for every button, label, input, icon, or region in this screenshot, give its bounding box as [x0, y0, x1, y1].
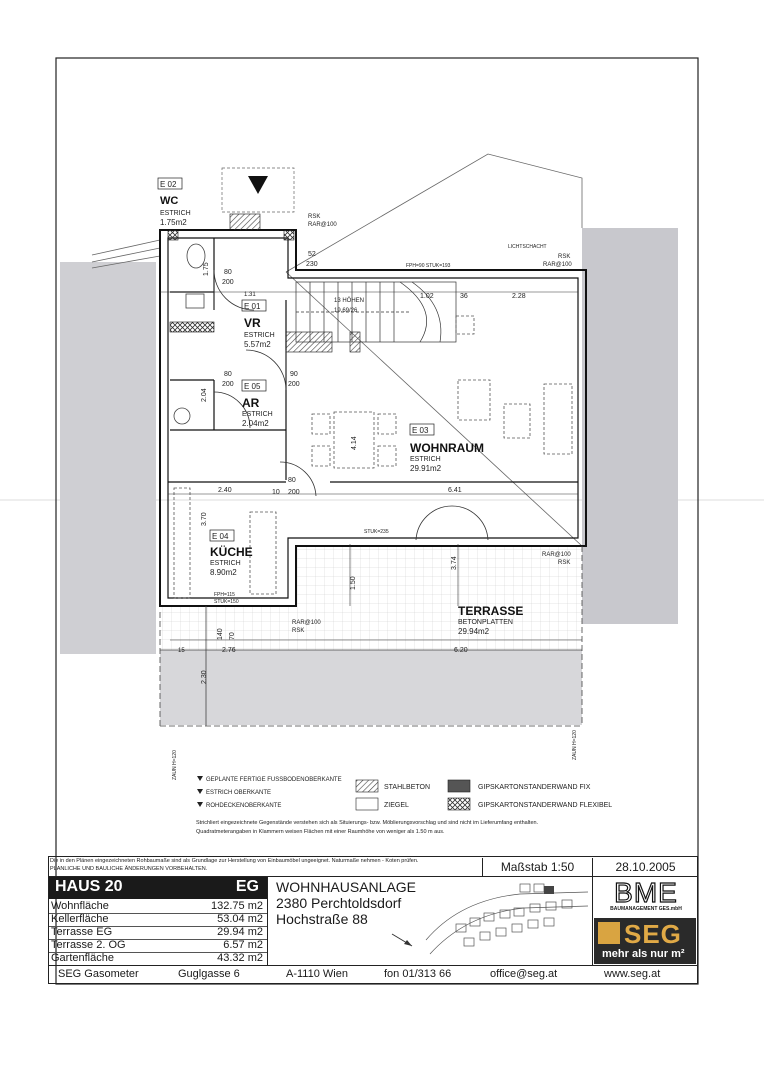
project-line-1: WOHNHAUSANLAGE — [276, 879, 417, 895]
footer-phone[interactable]: fon 01/313 66 — [384, 968, 452, 980]
room-area-kueche: 8.90m2 — [210, 568, 237, 577]
label-stuk-bottom: STUK=150 — [214, 599, 239, 605]
scale: Maßstab 1:50 — [482, 858, 592, 876]
footer-seg-gasometer: SEG Gasometer — [58, 968, 139, 980]
house-number: HAUS 20 — [55, 878, 123, 895]
area-label: Terrasse 2. OG — [51, 939, 126, 951]
dim-200b: 200 — [222, 381, 234, 388]
room-name-terrasse: TERRASSE — [458, 604, 524, 618]
dim-2-40: 2.40 — [218, 487, 232, 494]
area-label: Wohnfläche — [51, 900, 109, 912]
label-stair-info: 13 HÖHEN — [334, 298, 365, 304]
area-value: 132.75 m2 — [211, 900, 263, 912]
disclaimer-line-2: PLANLICHE UND BAULICHE ÄNDERUNGEN VORBEHALTEN. — [50, 866, 208, 872]
dim-3-70: 3.70 — [201, 512, 208, 526]
label-rsk-bottom: RSK — [292, 628, 305, 634]
legend-line-2: ESTRICH OBERKANTE — [206, 790, 272, 796]
label-fph-stuk: FPH=90 STUK=193 — [406, 263, 451, 269]
dim-200c: 200 — [288, 381, 300, 388]
legend-note-1: Strichliert eingezeichnete Gegenstände verstehen sich als Situierungs- bzw. Möblierungsvorschlag und sind nicht im Lieferumfang enthalten. — [196, 820, 539, 826]
level-marker-icon — [197, 802, 203, 807]
dim-2-28: 2.28 — [512, 293, 526, 300]
dim-1-31: 1.31 — [244, 292, 256, 298]
area-value: 53.04 m2 — [217, 913, 263, 925]
north-arrow-icon — [390, 930, 416, 950]
garden-area — [160, 650, 582, 725]
room-floor-wc: ESTRICH — [160, 210, 191, 217]
footer-address: Guglgasse 6 — [178, 968, 240, 980]
house-banner — [49, 877, 267, 899]
label-stuk-235: STUK=235 — [364, 529, 389, 535]
footer-city: A-1110 Wien — [286, 968, 348, 980]
neighbour-area-left — [60, 262, 156, 654]
room-area-vr: 5.57m2 — [244, 340, 271, 349]
label-zaun-right: ZAUN H=120 — [572, 730, 578, 760]
column — [284, 230, 294, 240]
label-rsk-right-bottom: RSK — [558, 560, 571, 566]
swatch-gips-flex — [448, 798, 470, 810]
label-rar-right: RAR@100 — [543, 262, 572, 268]
house-level: EG — [235, 878, 259, 895]
label-lichtschacht: LICHTSCHACHT — [508, 244, 547, 250]
label-rar-top: RAR@100 — [308, 222, 337, 228]
column-2 — [168, 230, 178, 240]
area-row-terrasse-2og — [49, 939, 267, 953]
room-name-wc: WC — [160, 195, 179, 207]
swatch-gips-fix — [448, 780, 470, 792]
label-rsk-right: RSK — [558, 254, 571, 260]
room-code-vr: E 01 — [244, 302, 261, 311]
dim-80b: 80 — [224, 371, 232, 378]
room-floor-ar: ESTRICH — [242, 411, 273, 418]
seg-logo-text: SEG — [624, 919, 682, 949]
dim-1-75: 1.75 — [203, 262, 210, 276]
area-row-gartenflaeche — [49, 952, 267, 966]
footer-email[interactable]: office@seg.at — [490, 968, 558, 980]
room-code-wc: E 02 — [160, 180, 177, 189]
terrace-paving-left — [160, 606, 296, 650]
dim-80a: 80 — [224, 269, 232, 276]
dim-6-41: 6.41 — [448, 487, 462, 494]
dim-200a: 200 — [222, 279, 234, 286]
area-label: Terrasse EG — [51, 926, 113, 938]
label-rsk-top: RSK — [308, 214, 321, 220]
legend — [196, 776, 612, 835]
area-value: 43.32 m2 — [217, 952, 263, 964]
room-area-wohnraum: 29.91m2 — [410, 464, 442, 473]
label-rar-bottom: RAR@100 — [292, 620, 321, 626]
dim-15: 15 — [178, 648, 185, 654]
disclaimer-line-1: Die in den Plänen eingezeichneten Rohbaumaße sind als Grundlage zur Herstellung von Einbaumöbel ungeeignet. Naturmaße nehmen - Koten prüfen. — [50, 858, 419, 864]
dim-6-20: 6.20 — [454, 647, 468, 654]
room-name-ar: AR — [242, 396, 260, 410]
site-plan-thumbnail — [420, 880, 590, 964]
dim-2-30: 2.30 — [201, 670, 208, 684]
room-floor-wohnraum: ESTRICH — [410, 456, 441, 463]
room-floor-vr: ESTRICH — [244, 332, 275, 339]
dim-90: 90 — [290, 371, 298, 378]
neighbour-area-right — [582, 228, 678, 624]
project-line-2: 2380 Perchtoldsdorf — [276, 895, 402, 911]
dim-140: 140 — [217, 628, 224, 640]
label-rar-right-bottom: RAR@100 — [542, 552, 571, 558]
swatch-ziegel — [356, 798, 378, 810]
dim-70: 70 — [229, 632, 236, 640]
date: 28.10.2005 — [592, 858, 698, 876]
label-stair-info2: 19.69/26 — [334, 308, 358, 314]
room-name-kueche: KÜCHE — [210, 545, 253, 559]
bme-logo-text: BME — [614, 879, 678, 908]
footer-website[interactable]: www.seg.at — [604, 968, 661, 980]
label-zaun-left: ZAUN H=120 — [172, 750, 178, 780]
legend-gips-flex: GIPSKARTONSTANDERWAND FLEXIBEL — [478, 802, 613, 809]
project-line-3: Hochstraße 88 — [276, 911, 368, 927]
legend-ziegel: ZIEGEL — [384, 802, 409, 809]
logo-divider — [592, 877, 593, 965]
legend-stahlbeton: STAHLBETON — [384, 784, 431, 791]
entrance-arrow-icon — [248, 176, 268, 194]
room-name-vr: VR — [244, 316, 261, 330]
label-fph-bottom: FPH=115 — [214, 592, 235, 598]
areas-divider — [267, 877, 268, 965]
terrace-paving — [296, 545, 582, 650]
room-floor-kueche: ESTRICH — [210, 560, 241, 567]
footer-divider — [48, 965, 698, 966]
area-label: Gartenfläche — [51, 952, 114, 964]
area-value: 29.94 m2 — [217, 926, 263, 938]
level-marker-icon — [197, 776, 203, 781]
area-label: Kellerfläche — [51, 913, 109, 925]
legend-line-1: GEPLANTE FERTIGE FUSSBODENOBERKANTE — [206, 777, 342, 783]
area-row-kellerflaeche — [49, 913, 267, 927]
area-value: 6.57 m2 — [223, 939, 263, 951]
room-code-ar: E 05 — [244, 382, 261, 391]
dim-230: 230 — [306, 261, 318, 268]
bme-logo — [600, 879, 692, 915]
dim-3-74: 3.74 — [451, 556, 458, 570]
room-name-wohnraum: WOHNRAUM — [410, 441, 484, 455]
disclaimer — [50, 857, 480, 875]
area-row-wohnflaeche — [49, 900, 267, 914]
dim-200d: 200 — [288, 489, 300, 496]
room-floor-terrasse: BETONPLATTEN — [458, 619, 513, 626]
bme-subtitle: BAUMANAGEMENT GES.mbH — [610, 906, 682, 912]
room-code-wohnraum: E 03 — [412, 426, 429, 435]
dim-36: 36 — [460, 293, 468, 300]
seg-slogan: mehr als nur m² — [602, 948, 685, 960]
seg-logo — [594, 918, 696, 964]
gips-wall-flex — [170, 322, 214, 332]
seg-logo-mark-icon — [598, 922, 620, 944]
legend-gips-fix: GIPSKARTONSTANDERWAND FIX — [478, 784, 591, 791]
legend-note-2: Quadratmeterangaben in Klammern weisen Flächen mit einer Raumhöhe von weniger als 1.50 m aus. — [196, 829, 445, 835]
level-marker-icon — [197, 789, 203, 794]
room-area-wc: 1.75m2 — [160, 218, 187, 227]
dim-1-02: 1.02 — [420, 293, 434, 300]
dim-10: 10 — [272, 489, 280, 496]
room-area-ar: 2.04m2 — [242, 419, 269, 428]
dim-2-04: 2.04 — [201, 388, 208, 402]
dim-80c: 80 — [288, 477, 296, 484]
area-row-terrasse-eg — [49, 926, 267, 940]
dim-1-50: 1.50 — [350, 576, 357, 590]
legend-line-3: ROHDECKENOBERKANTE — [206, 803, 282, 809]
room-code-kueche: E 04 — [212, 532, 229, 541]
dim-2-76: 2.76 — [222, 647, 236, 654]
entrance-step — [230, 214, 260, 230]
dim-4-14: 4.14 — [351, 436, 358, 450]
dim-52: 52 — [308, 251, 316, 258]
swatch-stahlbeton — [356, 780, 378, 792]
room-area-terrasse: 29.94m2 — [458, 627, 490, 636]
